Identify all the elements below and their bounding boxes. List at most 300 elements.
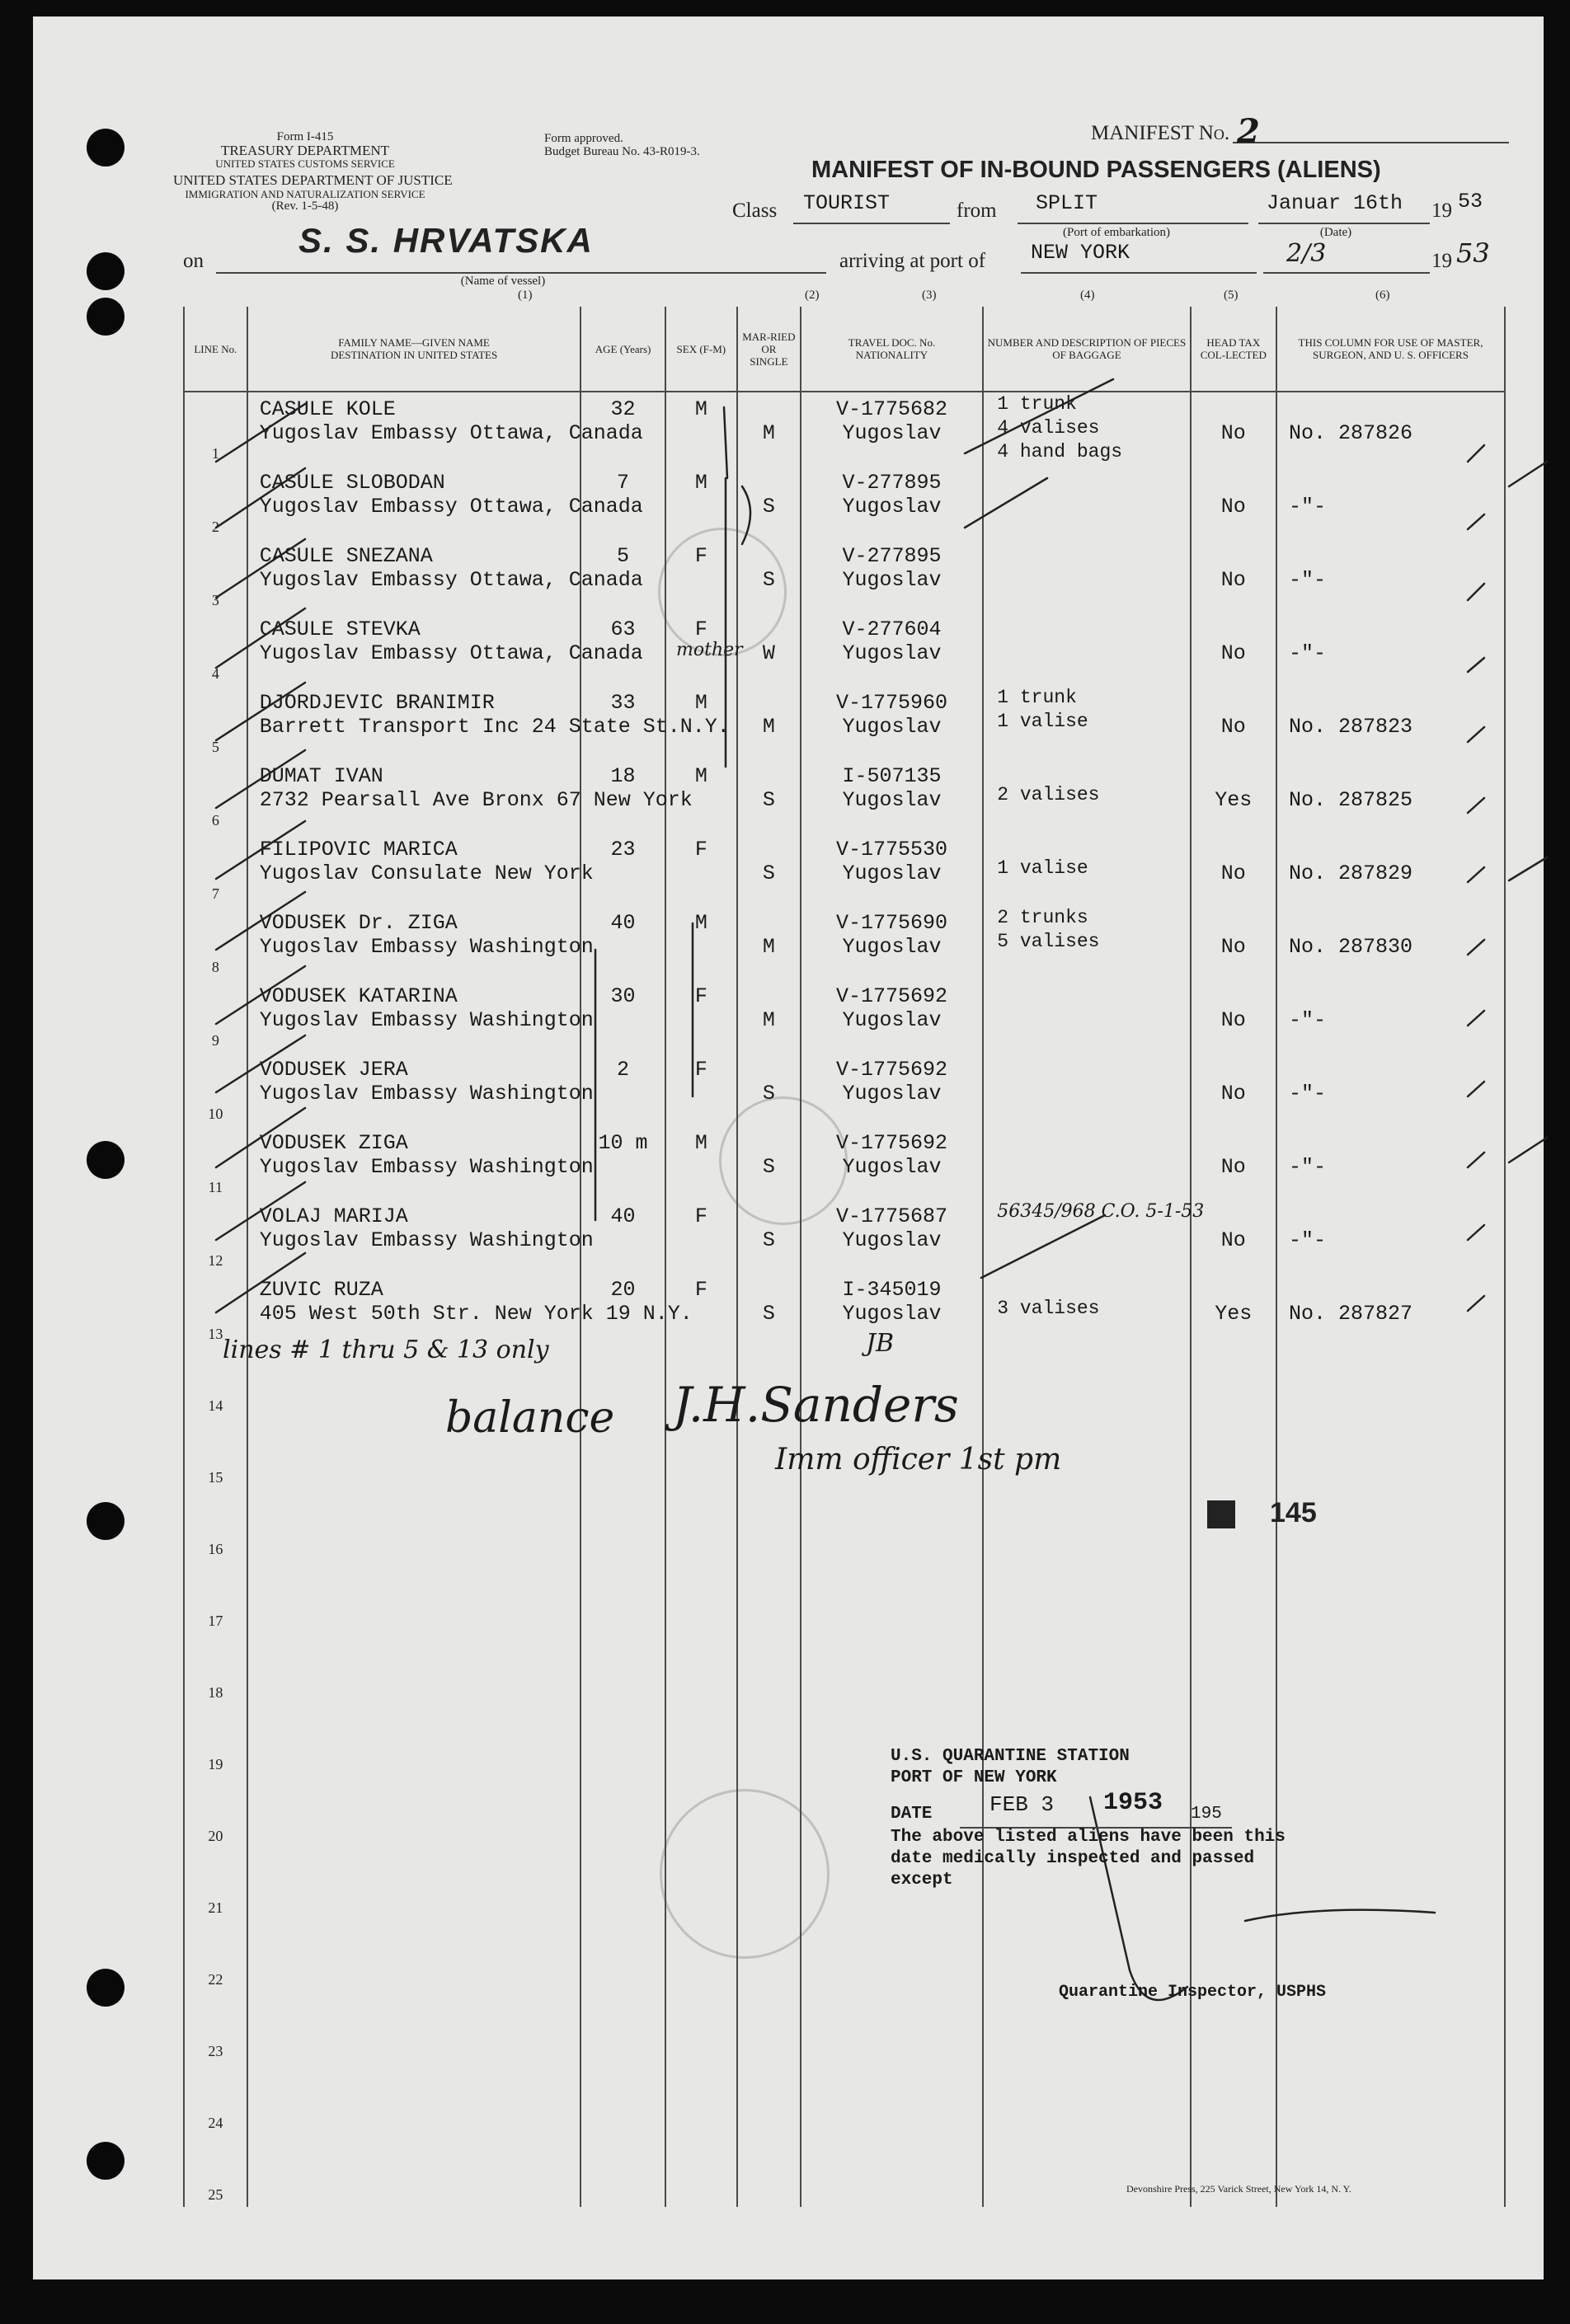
from-value: SPLIT: [1036, 191, 1098, 215]
sex-cell-content: [666, 392, 736, 445]
empty-cell: [581, 1848, 665, 1920]
married: S: [762, 1302, 775, 1326]
empty-cell: [737, 1920, 801, 1992]
head-tax-cell-content: [1192, 1126, 1276, 1179]
travel-doc: V-1775687: [835, 1204, 947, 1228]
column-number: (4): [1080, 289, 1095, 302]
line-number: 16: [208, 1541, 223, 1557]
age-blank: [581, 1155, 664, 1179]
line-number: 12: [208, 1252, 223, 1269]
empty-cell: [581, 1920, 665, 1992]
year-prefix: 19: [1431, 200, 1452, 222]
empty-cell: [737, 1633, 801, 1705]
head-tax: No: [1220, 935, 1246, 959]
line-number-cell: [184, 759, 247, 833]
officers-cell: [1276, 1126, 1505, 1200]
family-name: CASULE SNEZANA: [259, 544, 433, 568]
empty-cell: [581, 1777, 665, 1848]
married: M: [762, 715, 775, 739]
officers-cell-content: [1289, 1200, 1504, 1252]
line-number-cell: [184, 2063, 247, 2135]
married-cell-content: [738, 686, 800, 739]
married-cell: [737, 979, 801, 1053]
quarantine-text-3: except: [891, 1871, 953, 1890]
nationality: Yugoslav: [842, 862, 942, 885]
destination: Yugoslav Embassy Ottawa, Canada: [259, 495, 643, 519]
travel-doc-cell-content: [801, 392, 983, 445]
sex: F: [694, 617, 707, 641]
manifest-title: MANIFEST OF IN-BOUND PASSENGERS (ALIENS): [811, 157, 1381, 183]
nationality: Yugoslav: [842, 788, 942, 812]
line-number: 20: [208, 1828, 223, 1844]
empty-cell: [1191, 1705, 1276, 1777]
table-row: [184, 539, 1505, 613]
destination: 2732 Pearsall Ave Bronx 67 New York: [259, 788, 693, 812]
baggage-cell: [983, 906, 1190, 979]
empty-cell: [665, 1561, 737, 1633]
vessel-name: S. S. HRVATSKA: [298, 221, 594, 260]
baggage-cell: [983, 1273, 1190, 1346]
age: 18: [610, 764, 636, 788]
tax-blank: [1192, 691, 1276, 715]
baggage-cell-content: [997, 539, 1189, 613]
empty-cell: [581, 1705, 665, 1777]
officers-note: -"-: [1289, 495, 1327, 519]
head-tax-cell: [1191, 833, 1276, 906]
officers-blank: [1289, 984, 1504, 1008]
line-number-cell: [184, 1053, 247, 1126]
name-cell: [247, 833, 594, 906]
line-number-cell: [184, 979, 247, 1053]
empty-cell: [665, 1705, 737, 1777]
empty-cell: [665, 1848, 737, 1920]
married-cell-content: [738, 979, 800, 1032]
head-tax: No: [1220, 1155, 1246, 1179]
column-number: (2): [805, 289, 820, 302]
officers-cell-content: [1289, 1273, 1504, 1326]
punch-hole: [87, 252, 125, 290]
officers-cell: [1276, 1200, 1505, 1273]
empty-cell: [737, 2135, 801, 2207]
baggage-cell-content: [997, 833, 1189, 906]
sex-cell-content: [666, 1200, 736, 1252]
family-name: CASULE KOLE: [259, 397, 396, 421]
married-cell: [737, 1273, 801, 1346]
travel-doc: V-1775692: [835, 1058, 947, 1082]
baggage-line: [997, 1029, 1189, 1053]
married-cell: [737, 392, 801, 466]
sex-cell: [665, 1126, 737, 1200]
empty-cell: [247, 1561, 581, 1633]
officers-cell: [1276, 613, 1505, 686]
family-name: CASULE SLOBODAN: [259, 471, 445, 495]
family-name: VODUSEK JERA: [259, 1058, 408, 1082]
baggage-line: [997, 955, 1189, 979]
line-number-cell: [184, 1126, 247, 1200]
line-number: 17: [208, 1613, 223, 1629]
travel-doc-cell-content: [801, 466, 983, 519]
age: 2: [617, 1058, 630, 1082]
destination: Yugoslav Embassy Washington: [259, 1082, 594, 1106]
name-cell: [247, 1053, 594, 1126]
line-number-cell: [184, 1418, 247, 1490]
line-number-cell: [184, 1633, 247, 1705]
age-cell-content: [581, 1200, 664, 1252]
quarantine-inspector: Quarantine Inspector, USPHS: [1059, 1983, 1327, 2002]
travel-doc-cell: [801, 1126, 984, 1200]
table-row: [184, 613, 1505, 686]
married-blank: [738, 911, 800, 935]
tax-blank: [1192, 1131, 1276, 1155]
sex-blank: [666, 1082, 736, 1106]
officers-cell: [1276, 466, 1505, 539]
baggage-line: [997, 1078, 1189, 1102]
travel-doc-cell: [801, 979, 984, 1053]
baggage-cell: [983, 1053, 1190, 1126]
destination: Yugoslav Embassy Ottawa, Canada: [259, 421, 643, 445]
line-number-cell: [184, 1490, 247, 1561]
sex-cell: [665, 392, 737, 466]
name-cell-content: [259, 979, 594, 1032]
baggage-line: [997, 638, 1189, 662]
arrival-port: NEW YORK: [1031, 241, 1130, 265]
empty-cell: [737, 1777, 801, 1848]
underline: [1263, 272, 1430, 274]
head-tax-cell-content: [1192, 759, 1276, 812]
treasury-label: TREASURY DEPARTMENT: [220, 143, 390, 158]
baggage-line: [997, 882, 1189, 906]
manifest-number: 2: [1237, 112, 1260, 151]
baggage-cell-content: [997, 979, 1189, 1053]
arrival-year: 53: [1456, 237, 1490, 269]
from-label: from: [957, 200, 997, 222]
line-number: 21: [208, 1899, 223, 1916]
table-row-blank: [184, 1561, 1505, 1633]
header-baggage: NUMBER AND DESCRIPTION OF PIECES OF BAGGAGE: [983, 307, 1190, 392]
column-number: (3): [922, 289, 937, 302]
header-line: LINE No.: [184, 307, 247, 392]
travel-doc: V-1775682: [835, 397, 947, 421]
empty-cell: [581, 2063, 665, 2135]
punch-hole: [87, 129, 125, 167]
officers-note: No. 287823: [1289, 715, 1413, 739]
table-row: [184, 979, 1505, 1053]
officers-blank: [1289, 911, 1504, 935]
baggage-cell: [983, 539, 1190, 613]
age-cell: [581, 906, 665, 979]
married-cell: [737, 833, 801, 906]
quarantine-date-value: FEB 3: [989, 1792, 1055, 1817]
travel-doc: V-1775692: [835, 984, 947, 1008]
table-row: [184, 1053, 1505, 1126]
officers-blank: [1289, 617, 1504, 641]
baggage-line: [997, 589, 1189, 613]
tax-blank: [1192, 911, 1276, 935]
quarantine-port: PORT OF NEW YORK: [891, 1768, 1057, 1787]
class-label: Class: [732, 200, 778, 222]
travel-doc-cell: [801, 466, 984, 539]
count-box: [1207, 1500, 1235, 1528]
officers-cell: [1276, 759, 1505, 833]
travel-doc: V-1775530: [835, 838, 947, 862]
line-number-cell: [184, 1200, 247, 1273]
sex-cell: [665, 906, 737, 979]
officers-blank: [1289, 838, 1504, 862]
age: 40: [610, 911, 636, 935]
destination: 405 West 50th Str. New York 19 N.Y.: [259, 1302, 693, 1326]
nationality: Yugoslav: [842, 1008, 942, 1032]
empty-cell: [737, 1992, 801, 2063]
empty-cell: [737, 1561, 801, 1633]
married-cell-content: [738, 466, 800, 519]
empty-cell: [737, 1705, 801, 1777]
destination: Yugoslav Embassy Washington: [259, 1155, 594, 1179]
manifest-number-label: MANIFEST No.: [1091, 122, 1230, 144]
sex-blank: [666, 862, 736, 885]
header-travel-doc: TRAVEL DOC. No. NATIONALITY: [801, 307, 984, 392]
empty-cell: [1276, 1633, 1505, 1705]
travel-doc-cell-content: [801, 1273, 983, 1326]
line-number: 2: [211, 519, 219, 535]
baggage-line: [997, 1225, 1189, 1249]
tax-blank: [1192, 1278, 1276, 1302]
empty-cell: [983, 1920, 1190, 1992]
baggage-line: 1 trunk: [997, 393, 1077, 415]
header-age: AGE (Years): [581, 307, 665, 392]
punch-hole: [87, 1502, 125, 1540]
name-cell: [247, 466, 643, 539]
empty-cell: [1276, 1777, 1505, 1848]
nationality: Yugoslav: [842, 1302, 942, 1326]
married-cell: [737, 759, 801, 833]
column-number: (6): [1375, 289, 1390, 302]
travel-doc-cell: [801, 759, 984, 833]
officers-cell: [1276, 392, 1505, 466]
travel-doc-cell: [801, 539, 984, 613]
name-cell-content: [259, 1200, 594, 1252]
baggage-line: [997, 1005, 1189, 1029]
head-tax: No: [1220, 495, 1246, 519]
age-blank: [581, 862, 664, 885]
handwritten-initials: JB: [866, 1329, 895, 1358]
head-tax-cell: [1191, 979, 1276, 1053]
quarantine-date-stamp-year: 1953: [1103, 1789, 1163, 1817]
line-number: 8: [211, 959, 219, 975]
form-number: Form I-415: [276, 130, 334, 143]
head-tax-cell-content: [1192, 1053, 1276, 1106]
sex-blank: [666, 1155, 736, 1179]
officers-note: No. 287830: [1289, 935, 1413, 959]
empty-cell: [247, 1633, 581, 1705]
nationality: Yugoslav: [842, 495, 942, 519]
baggage-line: [997, 761, 1189, 785]
nationality: Yugoslav: [842, 641, 942, 665]
head-tax: No: [1220, 862, 1246, 885]
travel-doc-cell: [801, 906, 984, 979]
age-cell-content: [581, 1126, 664, 1179]
baggage-line: [997, 981, 1189, 1005]
officers-blank: [1289, 397, 1504, 421]
baggage-cell: [983, 686, 1190, 759]
quarantine-text-2: date medically inspected and passed: [891, 1849, 1255, 1868]
empty-cell: [1276, 2063, 1505, 2135]
travel-doc-cell: [801, 1053, 984, 1126]
age: 23: [610, 838, 636, 862]
travel-doc-cell-content: [801, 979, 983, 1032]
sex-cell-content: [666, 906, 736, 959]
travel-doc: I-507135: [842, 764, 942, 788]
married-blank: [738, 471, 800, 495]
officers-note: No. 287825: [1289, 788, 1413, 812]
sex: M: [694, 1131, 707, 1155]
travel-doc: V-1775960: [835, 691, 947, 715]
baggage-cell-content: [997, 1053, 1189, 1126]
baggage-line: [997, 1249, 1189, 1273]
travel-doc-cell: [801, 833, 984, 906]
travel-doc-cell-content: [801, 1053, 983, 1106]
sex: M: [694, 471, 707, 495]
header-head-tax: HEAD TAX COL-LECTED: [1191, 307, 1276, 392]
age-cell: [581, 833, 665, 906]
baggage-cell: [983, 613, 1190, 686]
baggage-line: [997, 541, 1189, 565]
nationality: Yugoslav: [842, 1228, 942, 1252]
travel-doc-cell: [801, 392, 984, 466]
empty-cell: [581, 1561, 665, 1633]
line-number: 4: [211, 665, 219, 682]
name-cell-content: [259, 1126, 594, 1179]
line-number-cell: [184, 1561, 247, 1633]
travel-doc-cell-content: [801, 1126, 983, 1179]
sex: F: [694, 1278, 707, 1302]
married-cell: [737, 1053, 801, 1126]
family-name: VODUSEK KATARINA: [259, 984, 458, 1008]
budget-label: Budget Bureau No. 43-R019-3.: [544, 145, 700, 158]
arriving-label: arriving at port of: [839, 250, 986, 272]
empty-cell: [983, 1346, 1190, 1418]
line-number: 23: [208, 2043, 223, 2059]
baggage-cell-content: [997, 1200, 1205, 1273]
empty-cell: [1276, 1346, 1505, 1418]
line-number: 6: [211, 812, 219, 829]
family-name: FILIPOVIC MARICA: [259, 838, 458, 862]
baggage-cell-content: [997, 613, 1189, 686]
sex-cell-content: [666, 466, 736, 519]
justice-label: UNITED STATES DEPARTMENT OF JUSTICE: [173, 172, 453, 188]
officers-cell-content: [1289, 906, 1504, 959]
line-number: 11: [208, 1179, 223, 1195]
underline: [216, 272, 826, 274]
age-cell-content: [581, 833, 664, 885]
family-name: VODUSEK Dr. ZIGA: [259, 911, 458, 935]
head-tax: No: [1220, 641, 1246, 665]
age: 32: [610, 397, 636, 421]
officers-cell: [1276, 686, 1505, 759]
line-number: 22: [208, 1971, 223, 1988]
empty-cell: [247, 2135, 581, 2207]
table-row: [184, 759, 1505, 833]
travel-doc-cell-content: [801, 833, 983, 885]
head-tax-cell: [1191, 1053, 1276, 1126]
underline: [1258, 223, 1430, 224]
header-name: FAMILY NAME—GIVEN NAME DESTINATION IN UNITED STATES: [247, 307, 581, 392]
married: S: [762, 495, 775, 519]
head-tax-cell: [1191, 466, 1276, 539]
passenger-count: 145: [1270, 1497, 1317, 1528]
head-tax: No: [1220, 1228, 1246, 1252]
officers-note: No. 287829: [1289, 862, 1413, 885]
travel-doc: V-277895: [842, 544, 942, 568]
head-tax-cell-content: [1192, 466, 1276, 519]
year-value: 53: [1458, 190, 1483, 214]
underline: [1018, 223, 1248, 224]
name-cell: [247, 906, 594, 979]
arrival-year-prefix: 19: [1431, 250, 1452, 272]
empty-cell: [665, 1633, 737, 1705]
travel-doc: V-1775690: [835, 911, 947, 935]
header-sex: SEX (F-M): [665, 307, 737, 392]
head-tax-cell-content: [1192, 686, 1276, 739]
married-blank: [738, 617, 800, 641]
empty-cell: [801, 2135, 984, 2207]
destination: Yugoslav Consulate New York: [259, 862, 594, 885]
punch-hole: [87, 1969, 125, 2007]
travel-doc-cell-content: [801, 686, 983, 739]
empty-cell: [801, 1490, 984, 1561]
line-number: 10: [208, 1106, 223, 1122]
empty-cell: [1191, 2063, 1276, 2135]
head-tax: No: [1220, 421, 1246, 445]
empty-cell: [801, 1920, 984, 1992]
married: M: [762, 935, 775, 959]
baggage-line: [997, 1322, 1189, 1346]
line-number-cell: [184, 906, 247, 979]
officers-note: -"-: [1289, 1228, 1327, 1252]
empty-cell: [1191, 1920, 1276, 1992]
line-number: 5: [211, 739, 219, 755]
age: 7: [617, 471, 630, 495]
officers-cell-content: [1289, 759, 1504, 812]
empty-cell: [983, 1490, 1190, 1561]
baggage-line: [997, 809, 1189, 833]
empty-cell: [1276, 1705, 1505, 1777]
age-cell: [581, 1053, 665, 1126]
married-cell-content: [738, 1053, 800, 1106]
married-blank: [738, 764, 800, 788]
married-cell-content: [738, 539, 800, 592]
age-cell-content: [581, 979, 664, 1032]
married-blank: [738, 1204, 800, 1228]
married-cell-content: [738, 833, 800, 885]
married-blank: [738, 691, 800, 715]
officer-signature: J.H.Sanders: [673, 1377, 959, 1433]
destination: Yugoslav Embassy Washington: [259, 1228, 594, 1252]
baggage-line: [997, 614, 1189, 638]
table-row-blank: [184, 2063, 1505, 2135]
age-blank: [581, 1008, 664, 1032]
header-officers: THIS COLUMN FOR USE OF MASTER, SURGEON, AND U. S. OFFICERS: [1276, 307, 1505, 392]
head-tax: No: [1220, 568, 1246, 592]
married: S: [762, 862, 775, 885]
travel-doc: I-345019: [842, 1278, 942, 1302]
baggage-line: [997, 515, 1189, 539]
tax-blank: [1192, 397, 1276, 421]
age-blank: [581, 1228, 664, 1252]
age-cell: [581, 1200, 665, 1273]
married: S: [762, 1155, 775, 1179]
baggage-line: [997, 1176, 1189, 1200]
officers-cell-content: [1289, 833, 1504, 885]
